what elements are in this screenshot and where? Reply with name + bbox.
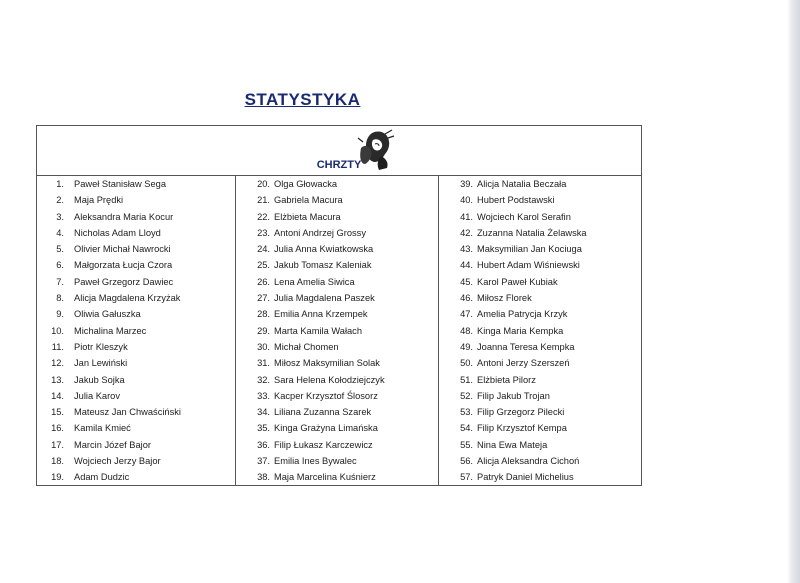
list-item	[236, 176, 438, 192]
list-item	[439, 290, 641, 306]
list-item-number: 37.	[257, 456, 270, 467]
list-item-name: Zuzanna Natalia Żelawska	[477, 227, 587, 238]
list-item	[37, 192, 235, 208]
list-item-name: Paweł Stanisław Sega	[74, 179, 166, 189]
list-item	[236, 469, 438, 485]
list-item-name: Michał Chomen	[274, 341, 339, 352]
list-item	[236, 257, 438, 273]
list-item	[439, 241, 641, 257]
list-item-number: 24.	[257, 244, 270, 255]
list-item-name: Joanna Teresa Kempka	[477, 341, 575, 352]
list-item-name: Miłosz Florek	[477, 293, 532, 304]
scan-edge	[787, 0, 800, 583]
list-item	[439, 274, 641, 290]
list-item-number: 45.	[460, 276, 473, 287]
list-item-number: 23.	[257, 227, 270, 238]
list-item-name: Filip Jakub Trojan	[477, 390, 550, 401]
list-item-name: Mateusz Jan Chwaściński	[74, 407, 181, 418]
list-item-number: 41.	[460, 211, 473, 222]
list-item	[439, 225, 641, 241]
list-item-number: 10.	[51, 325, 64, 336]
list-item	[236, 404, 438, 420]
list-item-name: Nina Ewa Mateja	[477, 439, 548, 450]
list-item-name: Hubert Podstawski	[477, 195, 555, 206]
list-item	[439, 453, 641, 469]
list-item	[236, 355, 438, 371]
list-item-number: 6.	[56, 260, 64, 271]
list-item-name: Michalina Marzec	[74, 325, 147, 336]
list-item	[439, 176, 641, 192]
list-item-number: 25.	[257, 260, 270, 271]
names-column-3	[439, 176, 641, 486]
list-item-name: Emilia Ines Bywalec	[274, 456, 357, 467]
list-item-name: Jan Lewiński	[74, 358, 128, 369]
list-item-number: 47.	[460, 309, 473, 320]
list-item-name: Julia Anna Kwiatkowska	[274, 244, 374, 255]
list-item	[236, 323, 438, 339]
list-item	[236, 339, 438, 355]
list-item-number: 29.	[257, 325, 270, 336]
list-item-name: Julia Karov	[74, 390, 120, 401]
list-item-number: 16.	[51, 423, 64, 434]
list-item-number: 38.	[257, 472, 270, 483]
list-item	[236, 420, 438, 436]
list-item-number: 32.	[257, 374, 270, 385]
list-item	[37, 420, 235, 436]
list-item-name: Kinga Maria Kempka	[477, 325, 564, 336]
list-item-number: 5.	[56, 244, 64, 255]
list-item-number: 43.	[460, 244, 473, 255]
list-item-number: 36.	[257, 439, 270, 450]
list-item-name: Nicholas Adam Lloyd	[74, 227, 161, 238]
list-item-number: 52.	[460, 390, 473, 401]
list-item-name: Kamila Kmieć	[74, 423, 131, 434]
list-item-name: Marta Kamila Wałach	[274, 325, 363, 336]
list-item	[439, 209, 641, 225]
list-item-number: 11.	[51, 341, 64, 352]
list-item-name: Filip Łukasz Karczewicz	[274, 439, 373, 450]
list-item-number: 33.	[257, 390, 270, 401]
list-item-name: Kacper Krzysztof Ślosorz	[274, 390, 378, 401]
list-item-number: 8.	[56, 293, 64, 304]
list-item-name: Alicja Magdalena Krzyżak	[74, 293, 181, 304]
list-item-number: 40.	[460, 195, 473, 206]
list-item-number: 34.	[257, 407, 270, 418]
list-item-name: Sara Helena Kołodziejczyk	[274, 374, 385, 385]
list-item-name: Julia Magdalena Paszek	[274, 293, 375, 304]
list-item	[439, 420, 641, 436]
list-item	[37, 437, 235, 453]
list-item-number: 19.	[51, 472, 64, 483]
list-item	[236, 437, 438, 453]
list-item-number: 20.	[257, 179, 270, 189]
list-item-number: 14.	[51, 390, 64, 401]
list-item	[236, 372, 438, 388]
list-item-name: Wojciech Jerzy Bajor	[74, 456, 161, 467]
list-item	[236, 241, 438, 257]
list-item	[37, 306, 235, 322]
list-item-number: 2.	[56, 195, 64, 206]
list-item-name: Piotr Kleszyk	[74, 341, 128, 352]
list-item	[236, 209, 438, 225]
list-item	[37, 290, 235, 306]
list-item-number: 13.	[51, 374, 64, 385]
list-item-number: 7.	[56, 276, 64, 287]
list-item-number: 50.	[460, 358, 473, 369]
list-item-number: 35.	[257, 423, 270, 434]
list-item-number: 22.	[257, 211, 270, 222]
list-item-name: Marcin Józef Bajor	[74, 439, 151, 450]
list-item-name: Jakub Tomasz Kaleniak	[274, 260, 372, 271]
list-item	[236, 453, 438, 469]
list-item-number: 27.	[257, 293, 270, 304]
names-column-1	[37, 176, 236, 486]
list-item	[37, 274, 235, 290]
list-item	[236, 225, 438, 241]
list-item-name: Olga Głowacka	[274, 179, 338, 189]
list-item-number: 18.	[51, 456, 64, 467]
list-item-number: 28.	[257, 309, 270, 320]
names-column-2	[236, 176, 439, 486]
list-item-number: 30.	[257, 341, 270, 352]
list-item-number: 21.	[257, 195, 270, 206]
list-item	[439, 339, 641, 355]
list-item	[439, 372, 641, 388]
list-item-name: Jakub Sojka	[74, 374, 125, 385]
list-item	[37, 225, 235, 241]
list-item-number: 17.	[51, 439, 64, 450]
list-item-number: 51.	[460, 374, 473, 385]
list-item-number: 39.	[460, 179, 473, 189]
baptism-table	[36, 125, 642, 486]
list-item-name: Małgorzata Łucja Czora	[74, 260, 173, 271]
list-item-number: 1.	[56, 179, 64, 189]
section-heading: CHRZTY	[316, 159, 362, 171]
list-item	[37, 388, 235, 404]
list-item-name: Maja Prędki	[74, 195, 124, 206]
list-item-name: Filip Krzysztof Kempa	[477, 423, 567, 434]
list-item	[439, 469, 641, 485]
list-item-number: 55.	[460, 439, 473, 450]
list-item-number: 54.	[460, 423, 473, 434]
list-item-number: 15.	[51, 407, 64, 418]
list-item-number: 57.	[460, 472, 473, 483]
list-item-name: Oliwia Gałuszka	[74, 309, 141, 320]
list-item	[439, 192, 641, 208]
list-item	[37, 209, 235, 225]
list-item-number: 42.	[460, 227, 473, 238]
list-item-name: Emilia Anna Krzempek	[274, 309, 368, 320]
list-item	[439, 437, 641, 453]
list-item-name: Paweł Grzegorz Dawiec	[74, 276, 174, 287]
list-item	[37, 404, 235, 420]
list-item-number: 3.	[56, 211, 64, 222]
list-item-name: Miłosz Maksymilian Solak	[274, 358, 380, 369]
list-item	[439, 306, 641, 322]
list-item	[236, 388, 438, 404]
list-item-name: Lena Amelia Siwica	[274, 276, 355, 287]
list-item-name: Alicja Natalia Beczała	[477, 179, 567, 189]
list-item-number: 12.	[51, 358, 64, 369]
list-item	[37, 469, 235, 485]
list-item-number: 48.	[460, 325, 473, 336]
list-item	[439, 323, 641, 339]
list-item	[439, 388, 641, 404]
list-item-name: Filip Grzegorz Pilecki	[477, 407, 565, 418]
list-item-name: Hubert Adam Wiśniewski	[477, 260, 580, 271]
list-item-name: Elżbieta Pilorz	[477, 374, 536, 385]
list-item	[439, 404, 641, 420]
list-item-name: Adam Dudzic	[74, 472, 130, 483]
list-item	[439, 257, 641, 273]
list-item-number: 49.	[460, 341, 473, 352]
list-item-number: 56.	[460, 456, 473, 467]
list-item-number: 9.	[56, 309, 64, 320]
list-item-name: Maja Marcelina Kuśnierz	[274, 472, 376, 483]
list-item	[37, 323, 235, 339]
list-item	[37, 241, 235, 257]
list-item	[236, 192, 438, 208]
list-item-number: 53.	[460, 407, 473, 418]
list-item-name: Elżbieta Macura	[274, 211, 341, 222]
list-item-name: Aleksandra Maria Kocur	[74, 211, 174, 222]
list-item	[37, 176, 235, 192]
list-item-name: Karol Paweł Kubiak	[477, 276, 558, 287]
list-item-name: Wojciech Karol Serafin	[477, 211, 571, 222]
list-item-name: Patryk Daniel Michelius	[477, 472, 574, 483]
list-item-name: Gabriela Macura	[274, 195, 343, 206]
list-item-number: 4.	[56, 227, 64, 238]
list-item-name: Kinga Grażyna Limańska	[274, 423, 378, 434]
page-title: STATYSTYKA	[244, 90, 361, 109]
list-item	[37, 339, 235, 355]
list-item	[236, 290, 438, 306]
list-item-name: Maksymilian Jan Kociuga	[477, 244, 582, 255]
list-item	[37, 355, 235, 371]
list-item-name: Olivier Michał Nawrocki	[74, 244, 171, 255]
table-header	[37, 126, 641, 176]
list-item-number: 44.	[460, 260, 473, 271]
list-item-number: 46.	[460, 293, 473, 304]
list-item	[37, 372, 235, 388]
list-item-number: 31.	[257, 358, 270, 369]
list-item-number: 26.	[257, 276, 270, 287]
list-item	[37, 257, 235, 273]
list-item-name: Liliana Zuzanna Szarek	[274, 407, 372, 418]
list-item-name: Alicja Aleksandra Cichoń	[477, 456, 580, 467]
page-title-wrap	[0, 90, 800, 110]
list-item-name: Antoni Jerzy Szerszeń	[477, 358, 570, 369]
list-item	[37, 453, 235, 469]
list-item	[236, 274, 438, 290]
list-item	[236, 306, 438, 322]
list-item-name: Amelia Patrycja Krzyk	[477, 309, 568, 320]
list-item-name: Antoni Andrzej Grossy	[274, 227, 366, 238]
list-item	[439, 355, 641, 371]
